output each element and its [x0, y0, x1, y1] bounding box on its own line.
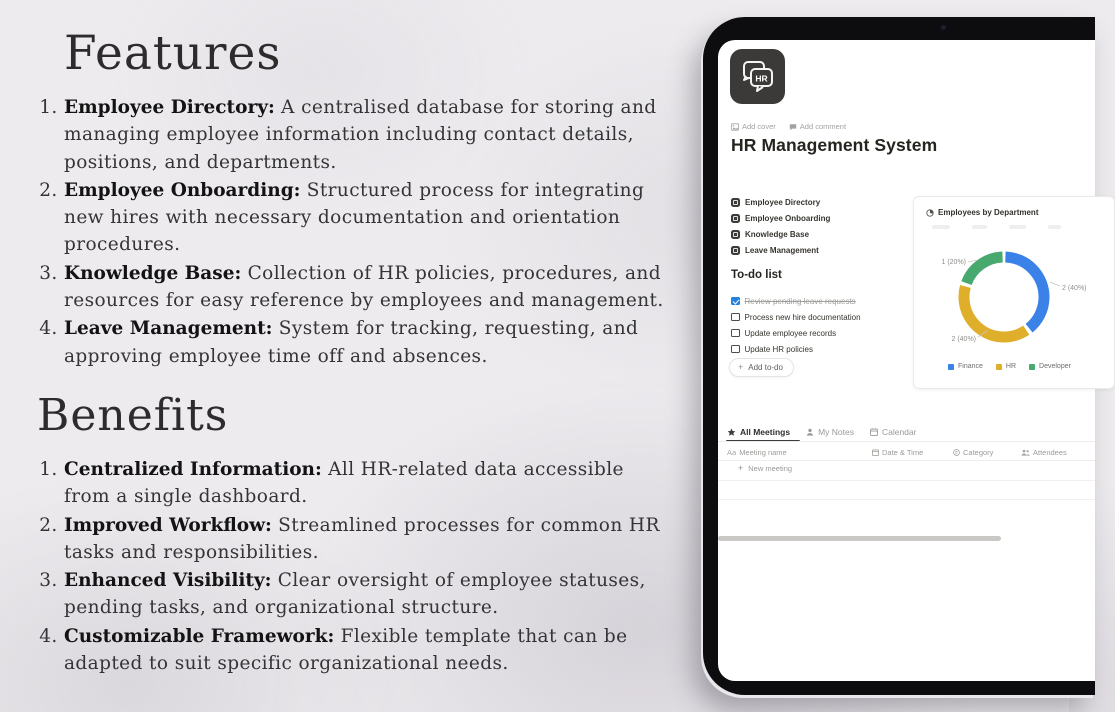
checkbox-unchecked[interactable] — [731, 313, 740, 322]
donut-chart — [914, 231, 1114, 361]
add-cover-label: Add cover — [742, 122, 776, 131]
leader-line — [1050, 282, 1060, 286]
people-icon — [1021, 449, 1030, 456]
features-heading: Features — [64, 26, 282, 81]
page-link-icon — [731, 246, 740, 255]
tab-label: All Meetings — [740, 427, 791, 437]
list-item — [64, 623, 665, 678]
page-title: HR Management System — [731, 135, 938, 155]
chart-toolbar-ghost — [932, 225, 950, 229]
column-category[interactable] — [953, 448, 1021, 457]
link-employee-directory[interactable] — [731, 194, 830, 210]
list-item — [64, 512, 665, 567]
benefit-title: Centralized Information: — [64, 458, 322, 480]
feature-title: Employee Onboarding: — [64, 179, 301, 201]
add-comment-label: Add comment — [799, 122, 847, 131]
empty-row-divider — [718, 499, 1095, 500]
meetings-tabs — [727, 427, 916, 437]
todo-label: Review pending leave requests — [744, 296, 856, 306]
todo-item — [731, 309, 861, 325]
star-icon — [727, 428, 736, 437]
chart-legend — [948, 363, 1071, 370]
page-links — [731, 194, 830, 258]
link-employee-onboarding[interactable] — [731, 210, 830, 226]
page-logo[interactable] — [730, 49, 785, 104]
column-attendees[interactable] — [1021, 448, 1067, 457]
feature-title: Knowledge Base: — [64, 262, 242, 284]
tablet-mockup — [703, 17, 1095, 695]
plus-icon: + — [738, 362, 744, 372]
benefit-desc: All HR-related data accessible from a single dashboard. — [64, 458, 624, 508]
column-label: Date & Time — [882, 448, 924, 457]
chart-toolbar-ghost — [1009, 225, 1026, 229]
link-label: Employee Directory — [745, 197, 821, 207]
legend-label: Developer — [1039, 363, 1071, 370]
feature-desc: A centralised database for storing and managing employee information including contact details, positions, and departments. — [64, 97, 657, 173]
column-label: Attendees — [1033, 448, 1067, 457]
legend-item-hr[interactable] — [996, 363, 1016, 370]
benefit-title: Enhanced Visibility: — [64, 570, 272, 592]
list-item — [64, 315, 665, 370]
tabs-divider — [718, 441, 1095, 442]
link-leave-management[interactable] — [731, 242, 830, 258]
page-toolbar — [731, 122, 846, 131]
select-property-icon — [953, 449, 960, 456]
pie-chart-icon — [926, 209, 934, 217]
todo-item — [731, 325, 861, 341]
svg-text:HR: HR — [754, 73, 768, 83]
column-meeting-name[interactable] — [727, 448, 872, 457]
benefit-title: Improved Workflow: — [64, 514, 272, 536]
feature-title: Leave Management: — [64, 318, 273, 340]
checkbox-unchecked[interactable] — [731, 329, 740, 338]
new-meeting-label: New meeting — [748, 464, 793, 473]
add-comment-button[interactable] — [789, 122, 846, 131]
legend-label: HR — [1005, 363, 1017, 370]
tab-my-notes[interactable] — [806, 427, 854, 437]
notion-screen — [718, 40, 1095, 681]
add-todo-button[interactable] — [729, 358, 794, 377]
calendar-icon — [870, 428, 878, 436]
legend-swatch — [996, 364, 1002, 370]
benefit-desc: Clear oversight of employee statuses, pending tasks, and organizational structure. — [64, 570, 646, 619]
comment-icon — [789, 123, 797, 131]
link-label: Leave Management — [745, 245, 819, 255]
benefit-desc: Flexible template that can be adapted to suit specific organizational needs. — [64, 625, 628, 675]
benefit-desc: Streamlined processes for common HR tasks and responsibilities. — [64, 514, 660, 563]
features-list — [40, 94, 665, 370]
calendar-icon — [872, 449, 879, 456]
list-item — [64, 177, 665, 259]
link-knowledge-base[interactable] — [731, 226, 830, 242]
todo-heading: To-do list — [731, 269, 782, 281]
page-link-icon — [731, 230, 740, 239]
add-todo-label: Add to-do — [748, 363, 783, 372]
donut-label-hr: 2 (40%) — [951, 336, 976, 343]
donut-label-finance: 2 (40%) — [1062, 285, 1087, 292]
image-icon — [731, 123, 739, 131]
link-label: Knowledge Base — [745, 229, 810, 239]
employees-chart-card — [913, 196, 1115, 389]
column-label: Category — [963, 448, 994, 457]
benefits-heading: Benefits — [37, 389, 229, 441]
link-label: Employee Onboarding — [745, 213, 831, 223]
plus-icon: + — [738, 463, 744, 473]
text-property-icon: Aa — [727, 448, 737, 457]
feature-desc: System for tracking, requesting, and approving employee time off and absences. — [64, 318, 639, 367]
column-label: Meeting name — [739, 448, 787, 457]
tab-calendar[interactable] — [870, 427, 917, 437]
chart-title: Employees by Department — [938, 208, 1039, 217]
chart-title-row — [926, 208, 1038, 217]
todo-list — [731, 293, 861, 357]
donut-label-developer: 1 (20%) — [941, 259, 966, 266]
todo-label: Process new hire documentation — [744, 312, 861, 322]
meetings-table-header — [718, 445, 1095, 461]
benefits-list — [40, 456, 665, 677]
tab-label: Calendar — [881, 427, 917, 437]
list-item — [64, 567, 665, 622]
legend-label: Finance — [958, 363, 983, 370]
chart-toolbar-ghost — [972, 225, 987, 229]
tab-label: My Notes — [818, 427, 854, 437]
horizontal-scrollbar[interactable] — [718, 536, 1001, 541]
camera-icon — [941, 25, 946, 30]
list-item — [64, 456, 665, 511]
empty-row-divider — [718, 480, 1095, 481]
column-date-time[interactable] — [872, 448, 953, 457]
legend-swatch — [948, 364, 954, 370]
todo-label: Update employee records — [744, 328, 837, 338]
legend-item-finance[interactable] — [948, 363, 983, 370]
chat-bubbles-hr-icon — [738, 57, 778, 97]
list-item — [64, 94, 665, 176]
todo-item — [731, 293, 861, 309]
todo-item — [731, 341, 861, 357]
legend-item-developer[interactable] — [1029, 363, 1071, 370]
todo-label: Update HR policies — [744, 344, 813, 354]
feature-title: Employee Directory: — [64, 97, 275, 118]
tab-all-meetings[interactable] — [727, 427, 790, 437]
benefit-title: Customizable Framework: — [64, 625, 335, 647]
feature-desc: Collection of HR policies, procedures, and resources for easy reference by employees and management. — [64, 262, 664, 312]
legend-swatch — [1029, 364, 1035, 370]
person-icon — [806, 428, 814, 436]
new-meeting-button[interactable] — [738, 464, 792, 473]
page-link-icon — [731, 198, 740, 207]
feature-desc: Structured process for integrating new hires with necessary documentation and orientation procedures. — [64, 179, 645, 256]
list-item — [64, 260, 665, 315]
add-cover-button[interactable] — [731, 122, 776, 131]
checkbox-checked[interactable] — [731, 297, 740, 306]
chart-toolbar-ghost — [1048, 225, 1061, 229]
checkbox-unchecked[interactable] — [731, 345, 740, 354]
page-link-icon — [731, 214, 740, 223]
